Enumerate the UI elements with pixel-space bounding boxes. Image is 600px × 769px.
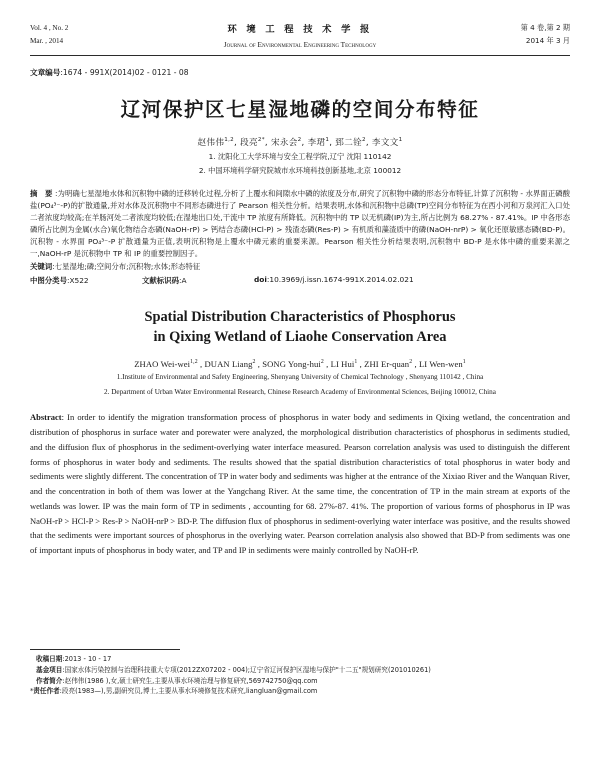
footnote-received: 收稿日期:2013 - 10 - 17 (36, 655, 112, 664)
running-head-center (160, 22, 440, 52)
author-cn-1: 赵伟伟$^{1,2}$ (197, 137, 235, 149)
author-en-4: LI Hui$^1$ (330, 358, 358, 369)
volume-issue-cn: 第 4 卷,第 2 期 (520, 23, 570, 32)
doi: doi:10.3969/j.issn.1674-991X.2014.02.021 (254, 275, 414, 285)
author-en-2: DUAN Liang$^2$ (204, 358, 256, 369)
volume-issue-en: Vol. 4 , No. 2 (30, 24, 69, 32)
affiliation-cn-1: 1. 沈阳化工大学环境与安全工程学院,辽宁 沈阳 110142 (208, 151, 392, 161)
clc-number: 中图分类号:X522 (30, 276, 89, 286)
header-divider (30, 55, 570, 56)
abstract-en-body: : In order to identify the migration transformation process of phosphorus in water body and sediments in Qixing wetland, the concentration and distribution of phosphorus in surface water and porewater were analyzed, the morphological distribution characteristics of phosphorus in sediments studied, and the diffusion flux of phosphorus in the sediment-overlying water interface measured. Pearson correlation analysis was used to distinguish the different forms of phosphorus in water body and sediments. The results showed that the spatial distribution characteristics of total phosphorus in water body and sediments were slightly different. The concentration of TP in water body and sediments was higher at the entrance of the Xixiao River and the Wanquan River, and the concentration in both of them was lower at the Yangchang River. At the same time, the concentration of TP in the main stream at exports of the wetlands was lower. IP was the main form of TP in sediments , accounting for 68. 27%-87. 41%. The proportion of various forms of phosphorus in IP was NaOH-rP > HCl-P > Res-P > NaOH-nrP > BD-P. The diffusion flux of phosphorus in sediment-overlying water interface was positive, and the results showed that the sediments were important sources of phosphorus in the overlying water. Pearson correlation analysis also showed that BD-P from sediments was one of important inputs of phosphorus in body water, and TP and IP in sediments were mainly controlled by NaOH-rP. (30, 412, 570, 556)
article-number-value: :1674 - 991X(2014)02 - 0121 - 08 (60, 68, 189, 78)
footnote-divider (30, 649, 180, 650)
affiliation-cn-2: 2. 中国环境科学研究院城市水环境科技创新基地,北京 100012 (198, 166, 402, 176)
classification-row (30, 275, 570, 286)
issue-date-en: Mar. , 2014 (30, 36, 64, 45)
authors-en: ZHAO Wei-wei$^{1,2}$ , DUAN Liang$^2$ , SONG Yong-hui$^2$ , LI Hui$^1$ , ZHI Er-quan$^2$ , LI Wen-wen$^1$ (134, 358, 466, 369)
footnotes (30, 649, 570, 697)
page-title-cn: 辽河保护区七星湿地磷的空间分布特征 (120, 98, 480, 122)
running-head-right (440, 22, 570, 47)
running-head-left (30, 22, 160, 47)
keywords-cn-label: 关键词 (30, 262, 53, 272)
corresponding-marker: * (30, 687, 34, 696)
page-title-en (30, 308, 570, 348)
page-title-en-line1: Spatial Distribution Characteristics of Phosphorus (144, 309, 456, 326)
abstract-cn-body: :为明确七星湿地水体和沉积物中磷的迁移转化过程,分析了上覆水和间隙水中磷的浓度及分布,研究了沉积物中磷的形态分布特征,计算了沉积物 - 水界面正磷酸盐(PO₄³⁻-P)的扩散通量,并对水体及沉积物中不同形态磷进行了 Pearson 相关性分析。结果表明,水体和沉积物中总磷(TP)空间分布特征为在西小河和万泉河汇入口处二者浓度均较高;在羊肠河处二者浓度均较低;在湿地出口处,干流中 TP 浓度有所降低。沉积物中的 TP 以无机磷(IP)为主,所占比例为 68.27% - 87.41%。IP 中各形态磷所占比例为金属(水合)氧化物结合态磷(NaOH-rP) > 钙结合态磷(HCl-P) > 残渣态磷(Res-P) > 有机质和藻渣质中的磷(NaOH-nrP) > 氧化还原敏感态磷(BD-P)。沉积物 - 水界面 PO₄³⁻-P 扩散通量为正值,表明沉积物是上覆水中磷元素的重要来源。Pearson 相关性分析结果表明,沉积物中 BD-P 是水体中磷的重要来源之一,NaOH-rP 是沉积物中 TP 和 IP 的重要控制因子。 (30, 189, 570, 259)
author-en-5: ZHI Er-quan$^2$ (364, 358, 413, 369)
author-en-6: LI Wen-wen$^1$ (418, 358, 466, 369)
abstract-en-label: Abstract (30, 412, 62, 423)
author-cn-2: 段亮$^{2*}$ (240, 137, 265, 149)
footnote-funding: 基金项目:国家水体污染控制与治理科技重大专项(2012ZX07202 - 004);辽宁省辽河保护区湿地与保护"十二五"规划研究(201010261) (36, 665, 431, 674)
abstract-cn (30, 188, 570, 260)
keywords-cn-value: :七星湿地;磷;空间分布;沉积物;水体;形态特征 (52, 262, 201, 272)
journal-title-cn: 环 境 工 程 技 术 学 报 (227, 24, 373, 35)
page-title-en-line2: in Qixing Wetland of Liaohe Conservation Area (153, 329, 447, 346)
footnote-author-bio: 作者简介:赵伟伟(1986 ),女,硕士研究生,主要从事水环境治理与修复研究,569742750@qq.com (36, 676, 318, 685)
article-number-label: 文章编号 (30, 68, 61, 78)
author-cn-3: 宋永会$^2$ (270, 137, 302, 149)
author-en-3: SONG Yong-hui$^2$ (262, 358, 324, 369)
issue-date-cn: 2014 年 3 月 (525, 35, 570, 45)
affiliation-en-1: 1.Institute of Environmental and Safety Engineering, Shenyang University of Chemical Technology , Shenyang 110142 , China (116, 372, 484, 381)
abstract-en (30, 410, 570, 558)
author-en-1: ZHAO Wei-wei$^{1,2}$ (134, 358, 198, 369)
authors-cn: 赵伟伟$^{1,2}$, 段亮$^{2*}$, 宋永会$^2$, 李珺$^1$, 郅二铨$^2$, 李文文$^1$ (197, 137, 403, 149)
author-cn-4: 李珺$^1$ (307, 137, 330, 149)
article-number (30, 67, 570, 78)
document-code: 文献标识码:A (142, 276, 187, 286)
journal-title-en: Journal of Environmental Engineering Technology (223, 40, 377, 50)
running-head (30, 22, 570, 52)
abstract-cn-label: 摘 要 (30, 189, 55, 199)
affiliation-en-2: 2. Department of Urban Water Environmental Research, Chinese Research Academy of Environmental Sciences, Beijing 100012, China (104, 387, 496, 396)
author-cn-5: 郅二铨$^2$ (335, 137, 366, 149)
keywords-cn (30, 261, 570, 273)
footnote-corresponding-author: *责任作者:段亮(1983—),男,副研究员,博士,主要从事水环境修复技术研究,liangluan@gmail.com (30, 687, 318, 696)
author-cn-6: 李文文$^1$ (371, 137, 403, 149)
